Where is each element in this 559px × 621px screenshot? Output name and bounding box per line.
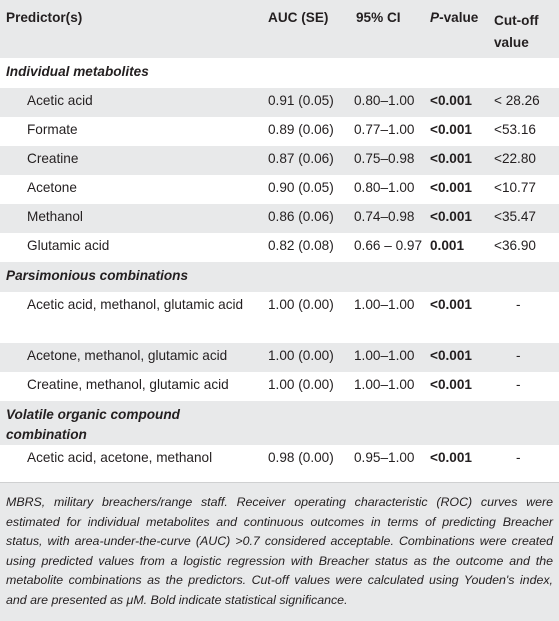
cell-p-value: 0.001 — [430, 238, 465, 253]
footnote-row — [0, 483, 559, 621]
cell-auc: 0.98 (0.00) — [268, 450, 334, 465]
cell-ci: 0.77–1.00 — [354, 122, 415, 137]
cell-predictor: Acetic acid — [0, 88, 262, 117]
cell-ci: 0.80–1.00 — [354, 180, 415, 195]
cell-p-value: <0.001 — [430, 122, 472, 137]
section-title: Parsimonious combinations — [0, 262, 559, 292]
table-row — [0, 88, 559, 117]
cell-cutoff: <53.16 — [494, 122, 536, 137]
table-row — [0, 146, 559, 175]
cell-cutoff: <36.90 — [494, 238, 536, 253]
table-row — [0, 445, 559, 483]
cell-p-value: <0.001 — [430, 297, 472, 312]
cell-predictor: Acetone — [27, 180, 77, 195]
cell-ci: 1.00–1.00 — [348, 343, 426, 372]
cell-p-value: <0.001 — [426, 204, 490, 233]
cell-p-value: <0.001 — [430, 377, 472, 392]
table-footnote: MBRS, military breachers/range staff. Receiver operating characteristic (ROC) curves were estimated for individual metabolites and continuous outcomes in terms of predicting Breacher status, with area-under-the-curve (AUC) >0.7 considered acceptable. Combinations were created using predicted values from a logistic regression with Breacher status as the outcome and the metabolite combinations as the predictors. Cut-off values were calculated using Youden's index, and are presented as μM. Bold indicate statistical significance. — [0, 483, 559, 621]
section-row — [0, 58, 559, 88]
cell-predictor: Glutamic acid — [27, 238, 110, 253]
cell-ci: 0.95–1.00 — [354, 450, 415, 465]
cell-cutoff: - — [490, 343, 559, 372]
header-p-value: P-value — [430, 10, 479, 25]
cell-p-value: <0.001 — [430, 180, 472, 195]
cell-auc: 0.87 (0.06) — [262, 146, 348, 175]
cell-ci: 0.80–1.00 — [348, 88, 426, 117]
cell-p-value: <0.001 — [430, 450, 472, 465]
table-row — [0, 343, 559, 372]
table-row — [0, 117, 559, 146]
cell-p-value: <0.001 — [426, 146, 490, 175]
cell-cutoff: - — [516, 297, 521, 312]
cell-predictor: Acetic acid, methanol, glutamic acid — [27, 297, 244, 312]
table-row — [0, 204, 559, 233]
table-row — [0, 233, 559, 262]
cell-auc: 1.00 (0.00) — [268, 297, 334, 312]
cell-ci: 1.00–1.00 — [354, 297, 415, 312]
header-ci: 95% CI — [356, 10, 401, 25]
cell-predictor: Acetone, methanol, glutamic acid — [0, 343, 262, 372]
header-auc: AUC (SE) — [268, 10, 329, 25]
header-cutoff: Cut-off value — [494, 13, 539, 50]
cell-auc: 1.00 (0.00) — [268, 377, 334, 392]
cell-ci: 0.74–0.98 — [348, 204, 426, 233]
section-row — [0, 401, 559, 445]
cell-auc: 0.86 (0.06) — [262, 204, 348, 233]
cell-cutoff: <22.80 — [490, 146, 559, 175]
cell-predictor: Formate — [27, 122, 78, 137]
section-row — [0, 262, 559, 292]
cell-predictor: Creatine — [0, 146, 262, 175]
cell-ci: 0.75–0.98 — [348, 146, 426, 175]
header-predictor: Predictor(s) — [6, 10, 83, 25]
cell-predictor: Creatine, methanol, glutamic acid — [27, 377, 229, 392]
cell-auc: 0.90 (0.05) — [268, 180, 334, 195]
section-title: Volatile organic compound combination — [0, 401, 559, 445]
cell-auc: 0.91 (0.05) — [262, 88, 348, 117]
cell-cutoff: <10.77 — [494, 180, 536, 195]
cell-auc: 1.00 (0.00) — [262, 343, 348, 372]
cell-predictor: Acetic acid, acetone, methanol — [27, 450, 213, 465]
cell-cutoff: < 28.26 — [490, 88, 559, 117]
cell-ci: 0.66 – 0.97 — [354, 238, 423, 253]
cell-auc: 0.89 (0.06) — [268, 122, 334, 137]
table-row — [0, 175, 559, 204]
section-title: Individual metabolites — [0, 58, 559, 88]
cell-cutoff: - — [516, 377, 521, 392]
table-header-row — [0, 0, 559, 58]
cell-ci: 1.00–1.00 — [354, 377, 415, 392]
cell-p-value: <0.001 — [426, 343, 490, 372]
cell-auc: 0.82 (0.08) — [268, 238, 334, 253]
cell-predictor: Methanol — [0, 204, 262, 233]
cell-cutoff: <35.47 — [490, 204, 559, 233]
cell-p-value: <0.001 — [426, 88, 490, 117]
table-row — [0, 372, 559, 401]
cell-cutoff: - — [516, 450, 521, 465]
table-row — [0, 292, 559, 343]
